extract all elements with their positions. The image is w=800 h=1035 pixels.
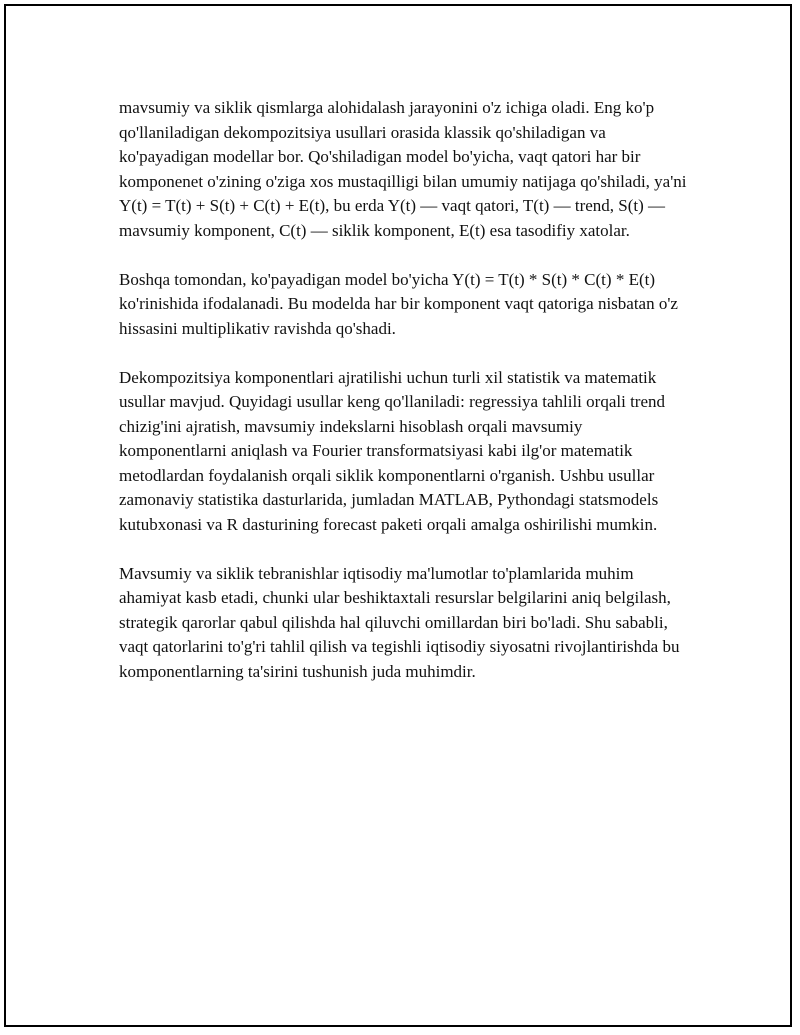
document-body xyxy=(119,96,694,709)
document-page xyxy=(4,4,792,1027)
paragraph-decomposition-methods: Dekompozitsiya komponentlari ajratilishi uchun turli xil statistik va matematik usullar mavjud. Quyidagi usullar keng qo'llaniladi: regressiya tahlili orqali trend chizig'ini ajratish, mavsumiy indekslarni hisoblash orqali mavsumiy komponentlarni aniqlash va Fourier transformatsiyasi kabi ilg'or matematik metodlardan foydalanish orqali siklik komponentlarni o'rganish. Ushbu usullar zamonaviy statistika dasturlarida, jumladan MATLAB, Pythondagi statsmodels kutubxonasi va R dasturining forecast paketi orqali amalga oshirilishi mumkin. xyxy=(119,367,665,534)
paragraph-multiplicative-model: Boshqa tomondan, ko'payadigan model bo'yicha Y(t) = T(t) * S(t) * C(t) * E(t) ko'rinishida ifodalanadi. Bu modelda har bir komponent vaqt qatoriga nisbatan o'z hissasini multiplikativ ravishda qo'shadi. xyxy=(119,269,678,338)
paragraph-seasonal-cyclical-importance: Mavsumiy va siklik tebranishlar iqtisodiy ma'lumotlar to'plamlarida muhim ahamiyat kasb etadi, chunki ular beshiktaxtali resurslar belgilarini aniq belgilash, strategik qarorlar qabul qilishda hal qiluvchi omillardan biri bo'ladi. Shu sababli, vaqt qatorlarini to'g'ri tahlil qilish va tegishli iqtisodiy siyosatni rivojlantirishda bu komponentlarning ta'sirini tushunish juda muhimdir. xyxy=(119,563,680,681)
paragraph-decomposition-models: mavsumiy va siklik qismlarga alohidalash jarayonini o'z ichiga oladi. Eng ko'p qo'llaniladigan dekompozitsiya usullari orasida klassik qo'shiladigan va ko'payadigan modellar bor. Qo'shiladigan model bo'yicha, vaqt qatori har bir komponenet o'zining o'ziga xos mustaqilligi bilan umumiy natijaga qo'shiladi, ya'ni Y(t) = T(t) + S(t) + C(t) + E(t), bu erda Y(t) — vaqt qatori, T(t) — trend, S(t) — mavsumiy komponent, C(t) — siklik komponent, E(t) esa tasodifiy xatolar. xyxy=(119,98,687,240)
